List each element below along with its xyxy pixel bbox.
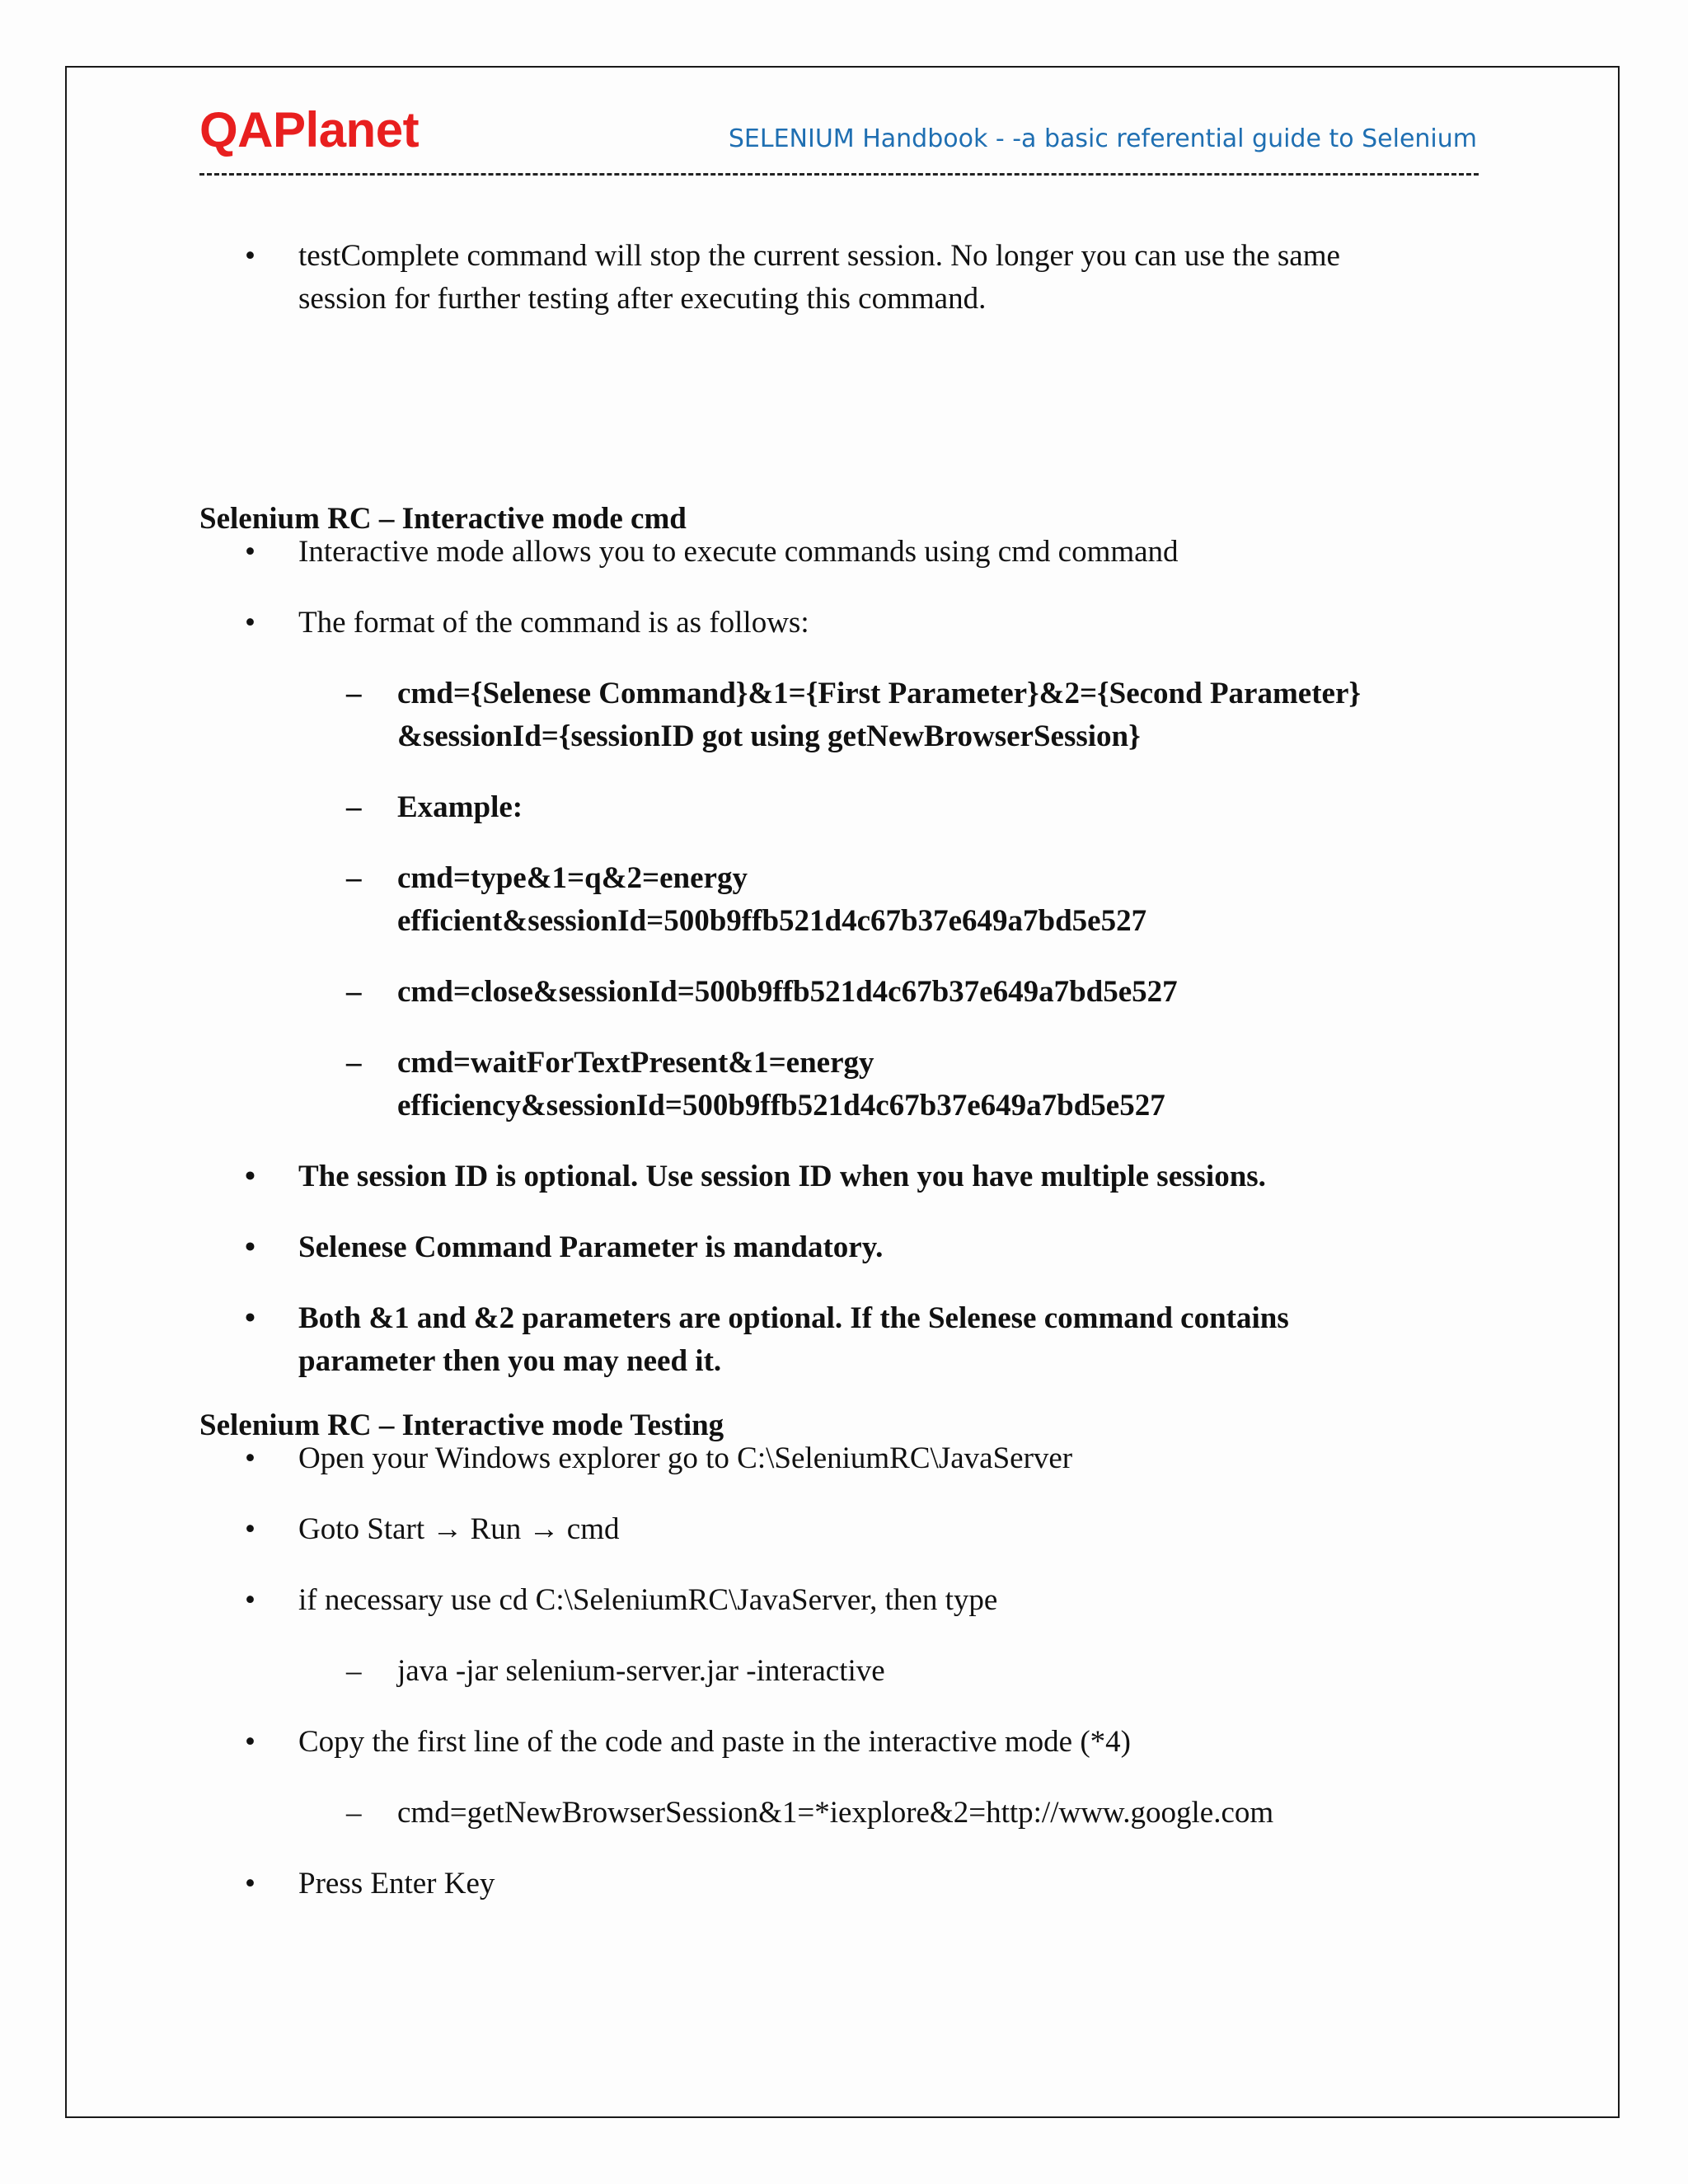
bullet-item: • Copy the first line of the code and paste in the interactive mode (*4): [199, 1721, 1485, 1764]
section-heading-testing: Selenium RC – Interactive mode Testing: [199, 1408, 724, 1442]
bullet-item: • Interactive mode allows you to execute commands using cmd command: [199, 531, 1485, 574]
bullet-item-line: Both &1 and &2 parameters are optional. If the Selenese command contains: [298, 1301, 1289, 1335]
intro-item-line: testComplete command will stop the current session. No longer you can use the same: [298, 239, 1340, 273]
bullet-item: • Goto Start → Run → cmd: [199, 1508, 1485, 1551]
dash-item-line: cmd={Selenese Command}&1={First Parameter}&2={Second Parameter}: [397, 677, 1361, 710]
bullet-item: • Open your Windows explorer go to C:\SeleniumRC\JavaServer: [199, 1437, 1485, 1480]
bullet-item-line: parameter then you may need it.: [298, 1344, 722, 1378]
dash-item: – cmd=getNewBrowserSession&1=*iexplore&2=http://www.google.com: [199, 1792, 1485, 1835]
bullet-item: • The format of the command is as follows:: [199, 602, 1485, 644]
bullet-item: • if necessary use cd C:\SeleniumRC\JavaServer, then type: [199, 1579, 1485, 1622]
intro-item-line: session for further testing after executing this command.: [298, 282, 987, 316]
dash-item: – cmd=close&sessionId=500b9ffb521d4c67b37e649a7bd5e527: [199, 971, 1485, 1014]
dash-item-line: efficiency&sessionId=500b9ffb521d4c67b37e649a7bd5e527: [397, 1089, 1165, 1122]
page-content: [199, 235, 1485, 1905]
dash-item: [199, 1042, 1485, 1127]
dash-item: – Example:: [199, 786, 1485, 829]
dash-item-line: cmd=type&1=q&2=energy: [397, 861, 748, 895]
header-subtitle: SELENIUM Handbook - -a basic referential guide to Selenium: [728, 124, 1477, 153]
bullet-item: • Selenese Command Parameter is mandatory.: [199, 1226, 1485, 1269]
brand-logo-text: QAPlanet: [199, 102, 420, 157]
bullet-item: • Press Enter Key: [199, 1863, 1485, 1905]
bullet-item: • The session ID is optional. Use session ID when you have multiple sessions.: [199, 1155, 1485, 1198]
dash-item: [199, 673, 1485, 758]
dash-item: [199, 857, 1485, 943]
dash-item-line: efficient&sessionId=500b9ffb521d4c67b37e649a7bd5e527: [397, 904, 1147, 938]
dash-item: – java -jar selenium-server.jar -interactive: [199, 1650, 1485, 1693]
section-heading-cmd: Selenium RC – Interactive mode cmd: [199, 502, 687, 536]
header-divider: [199, 173, 1479, 176]
dash-item-line: &sessionId={sessionID got using getNewBrowserSession}: [397, 719, 1141, 753]
dash-item-line: cmd=waitForTextPresent&1=energy: [397, 1046, 874, 1080]
intro-bullet-item: [199, 235, 1485, 321]
page-header: [199, 99, 1477, 173]
bullet-item: [199, 1297, 1485, 1383]
